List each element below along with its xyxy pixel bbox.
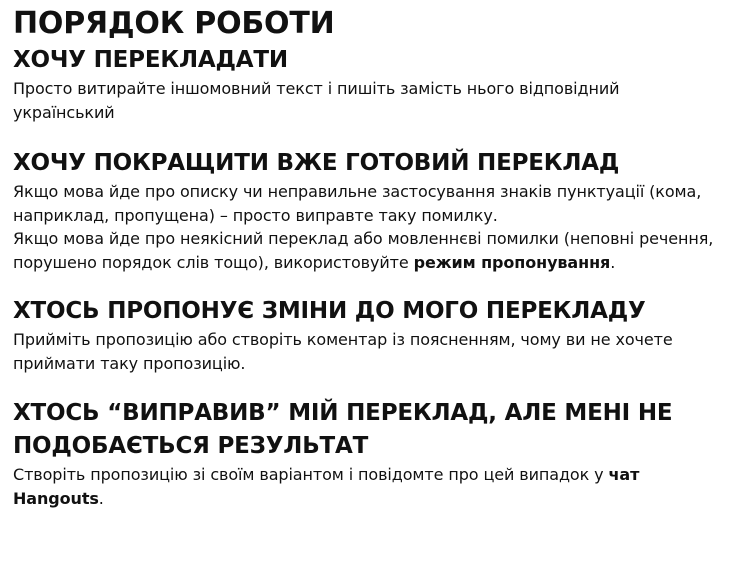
section-heading: ХОЧУ ПОКРАЩИТИ ВЖЕ ГОТОВИЙ ПЕРЕКЛАД [13, 150, 620, 176]
section-someone-suggests-changes [13, 295, 718, 375]
page-title: ПОРЯДОК РОБОТИ [13, 6, 335, 41]
section-heading: ХТОСЬ ПРОПОНУЄ ЗМІНИ ДО МОГО ПЕРЕКЛАДУ [13, 298, 646, 324]
body-text-pre: Створіть пропозицію зі своїм варіантом і повідомте про цей випадок у [13, 465, 609, 484]
body-paragraph-quality-post: . [610, 252, 616, 272]
hangouts-chat-emphasis: чат Hangouts [13, 465, 640, 508]
section-body [13, 180, 718, 274]
section-body [13, 463, 718, 510]
section-someone-corrected-translation [13, 397, 718, 510]
body-paragraph-quality-pre: Якщо мова йде про неякісний переклад або мовленнєві помилки (неповні речення, порушено порядок слів тощо), використовуйте [13, 229, 714, 272]
section-want-to-translate [13, 44, 718, 124]
body-paragraph-typos: Якщо мова йде про описку чи неправильне застосування знаків пунктуації (кома, наприклад, пропущена) – просто виправте таку помилку. [13, 182, 702, 225]
section-heading: ХТОСЬ “ВИПРАВИВ” МІЙ ПЕРЕКЛАД, АЛЕ МЕНІ НЕ ПОДОБАЄТЬСЯ РЕЗУЛЬТАТ [13, 400, 673, 459]
section-heading: ХОЧУ ПЕРЕКЛАДАТИ [13, 47, 288, 73]
section-improve-translation [13, 147, 718, 274]
section-body: Просто витирайте іншомовний текст і пишіть замість нього відповідний український [13, 79, 620, 122]
suggestion-mode-emphasis: режим пропонування [413, 252, 611, 272]
section-body: Прийміть пропозицію або створіть коментар із поясненням, чому ви не хочете приймати таку пропозицію. [13, 330, 673, 373]
body-text-post: . [98, 488, 104, 508]
